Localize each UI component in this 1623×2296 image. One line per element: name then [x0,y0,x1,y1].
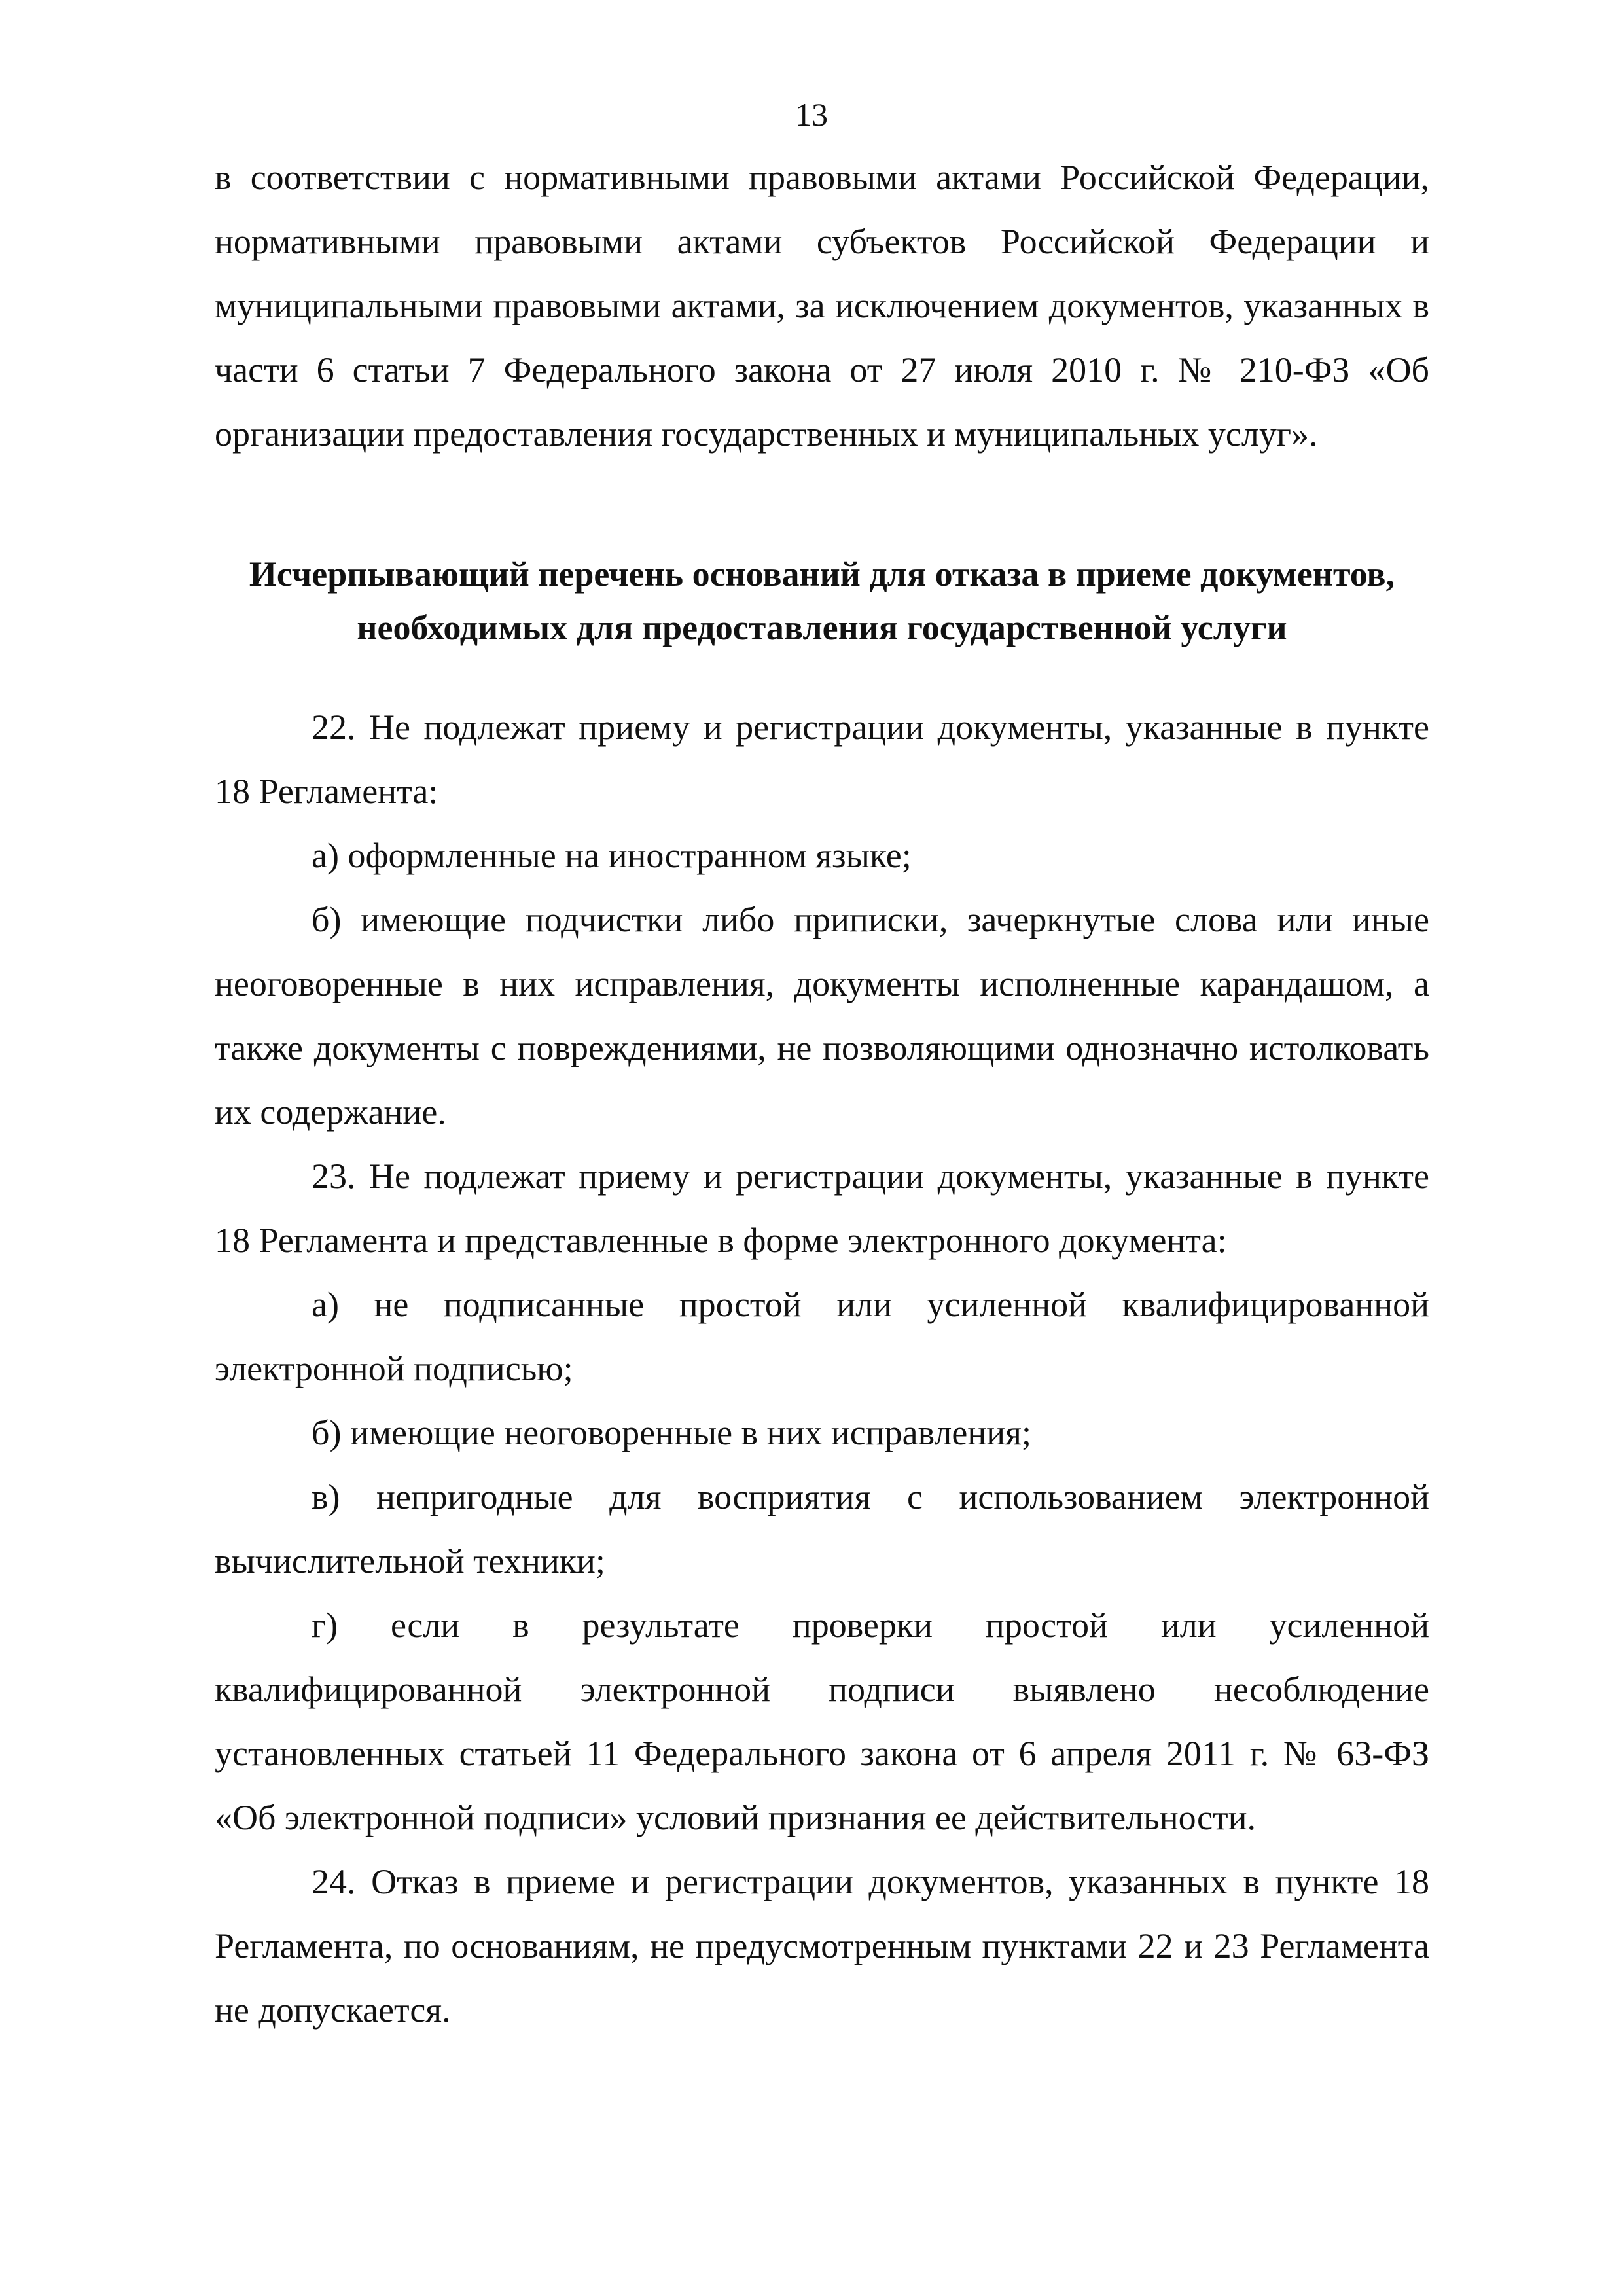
clause-23-item-c: в) непригодные для восприятия с использованием электронной вычислительной техники; [215,1477,1429,1581]
intro-paragraph-block [215,145,1429,466]
page-number: 13 [795,96,828,133]
clause-23-item-b: б) имеющие неоговоренные в них исправления; [312,1413,1031,1452]
clause-22: 22. Не подлежат приему и регистрации документы, указанные в пункте 18 Регламента: [215,708,1429,811]
clause-22-item-a: а) оформленные на иностранном языке; [312,836,912,875]
section-heading-line-2: необходимых для предоставления государственной услуги [357,608,1287,647]
clause-24: 24. Отказ в приеме и регистрации документов, указанных в пункте 18 Регламента, по основаниям, не предусмотренным пунктами 22 и 23 Регламента не допускается. [215,1862,1429,2030]
clause-23: 23. Не подлежат приему и регистрации документы, указанные в пункте 18 Регламента и представленные в форме электронного документа: [215,1157,1429,1260]
clause-23-item-d: г) если в результате проверки простой или усиленной квалифицированной электронной подписи выявлено несоблюдение установленных статьей 11 Федерального закона от 6 апреля 2011 г. № 63-ФЗ «Об электронной подписи» условий признания ее действительности. [215,1605,1429,1837]
clauses-block [215,695,1429,2042]
section-heading [215,547,1429,655]
section-heading-line-1: Исчерпывающий перечень оснований для отказа в приеме документов, [249,554,1395,594]
clause-22-item-b: б) имеющие подчистки либо приписки, зачеркнутые слова или иные неоговоренные в них исправления, документы исполненные карандашом, а также документы с повреждениями, не позволяющими однозначно истолковать их содержание. [215,900,1429,1132]
intro-paragraph: в соответствии с нормативными правовыми актами Российской Федерации, нормативными правовыми актами субъектов Российской Федерации и муниципальными правовыми актами, за исключением документов, указанных в части 6 статьи 7 Федерального закона от 27 июля 2010 г. № 210-ФЗ «Об организации предоставления государственных и муниципальных услуг». [215,158,1429,454]
clause-23-item-a: а) не подписанные простой или усиленной квалифицированной электронной подписью; [215,1285,1429,1388]
